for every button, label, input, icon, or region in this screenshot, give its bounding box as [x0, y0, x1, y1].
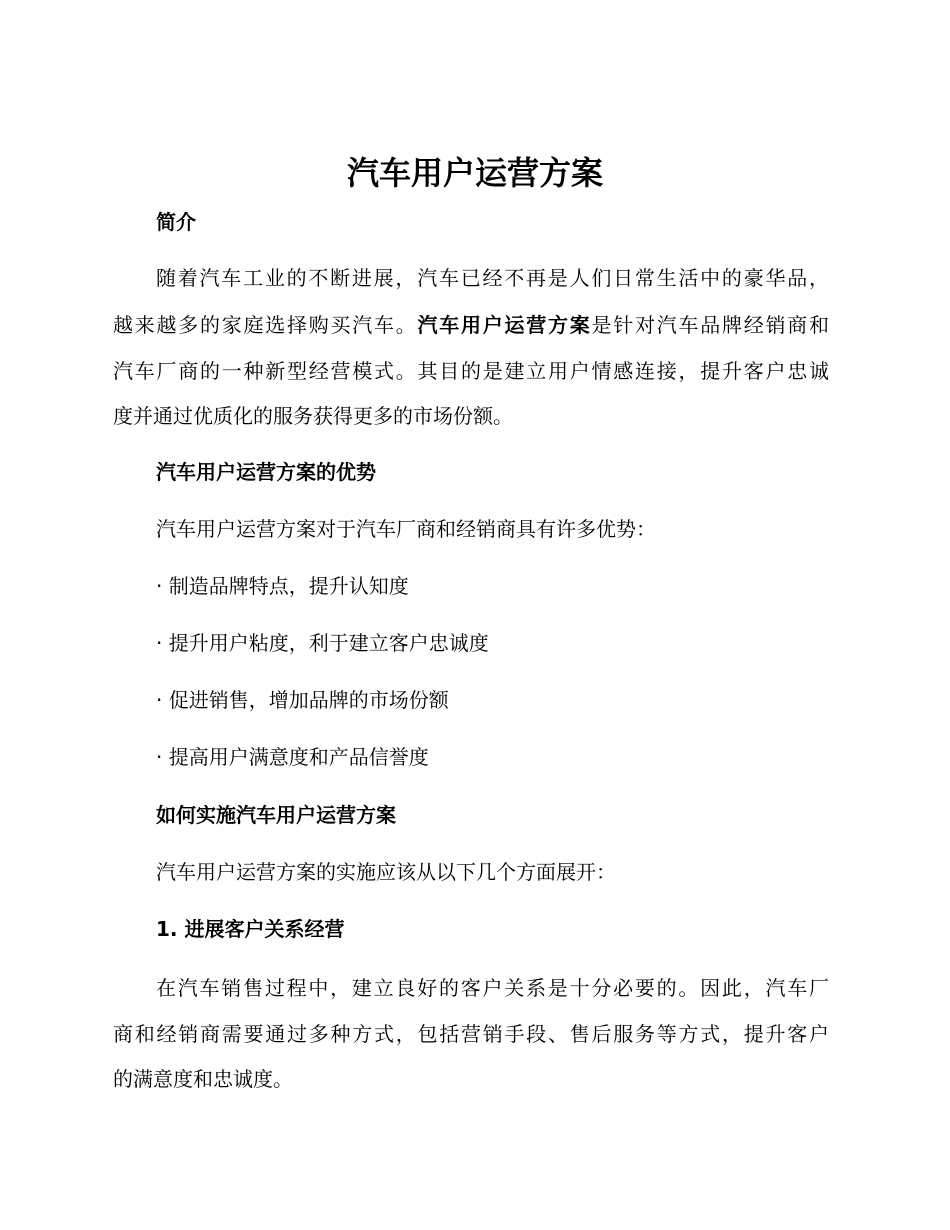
advantage-bullet-4: · 提高用户满意度和产品信誉度 — [156, 745, 429, 769]
advantage-bullet-3: · 促进销售，增加品牌的市场份额 — [156, 688, 449, 712]
step-1-paragraph-line-3: 的满意度和忠诚度。 — [113, 1067, 293, 1091]
implementation-lead: 汽车用户运营方案的实施应该从以下几个方面展开： — [156, 860, 616, 884]
intro-text-segment: 越来越多的家庭选择购买汽车。 — [113, 313, 418, 337]
step-1-paragraph-line-1: 在汽车销售过程中，建立良好的客户关系是十分必要的。因此，汽车厂 — [156, 976, 829, 1000]
intro-paragraph-line-3: 汽车厂商的一种新型经营模式。其目的是建立用户情感连接，提升客户忠诚 — [113, 359, 829, 383]
section-heading-advantages: 汽车用户运营方案的优势 — [156, 460, 376, 484]
step-1-paragraph-line-2: 商和经销商需要通过多种方式，包括营销手段、售后服务等方式，提升客户 — [113, 1022, 829, 1046]
document-title: 汽车用户运营方案 — [346, 154, 603, 192]
intro-bold-term: 汽车用户运营方案 — [417, 313, 592, 337]
section-heading-intro: 简介 — [156, 210, 196, 234]
advantages-lead: 汽车用户运营方案对于汽车厂商和经销商具有许多优势： — [156, 517, 656, 541]
intro-paragraph-line-4: 度并通过优质化的服务获得更多的市场份额。 — [113, 404, 513, 428]
advantage-bullet-2: · 提升用户粘度，利于建立客户忠诚度 — [156, 631, 489, 655]
intro-paragraph-line-1: 随着汽车工业的不断进展，汽车已经不再是人们日常生活中的豪华品， — [156, 266, 829, 290]
step-1-heading: 1. 进展客户关系经营 — [156, 917, 345, 941]
intro-text-segment: 是针对汽车品牌经销商和 — [591, 313, 829, 337]
advantage-bullet-1: · 制造品牌特点，提升认知度 — [156, 574, 409, 598]
intro-paragraph-line-2 — [113, 311, 829, 339]
section-heading-implementation: 如何实施汽车用户运营方案 — [156, 803, 396, 827]
